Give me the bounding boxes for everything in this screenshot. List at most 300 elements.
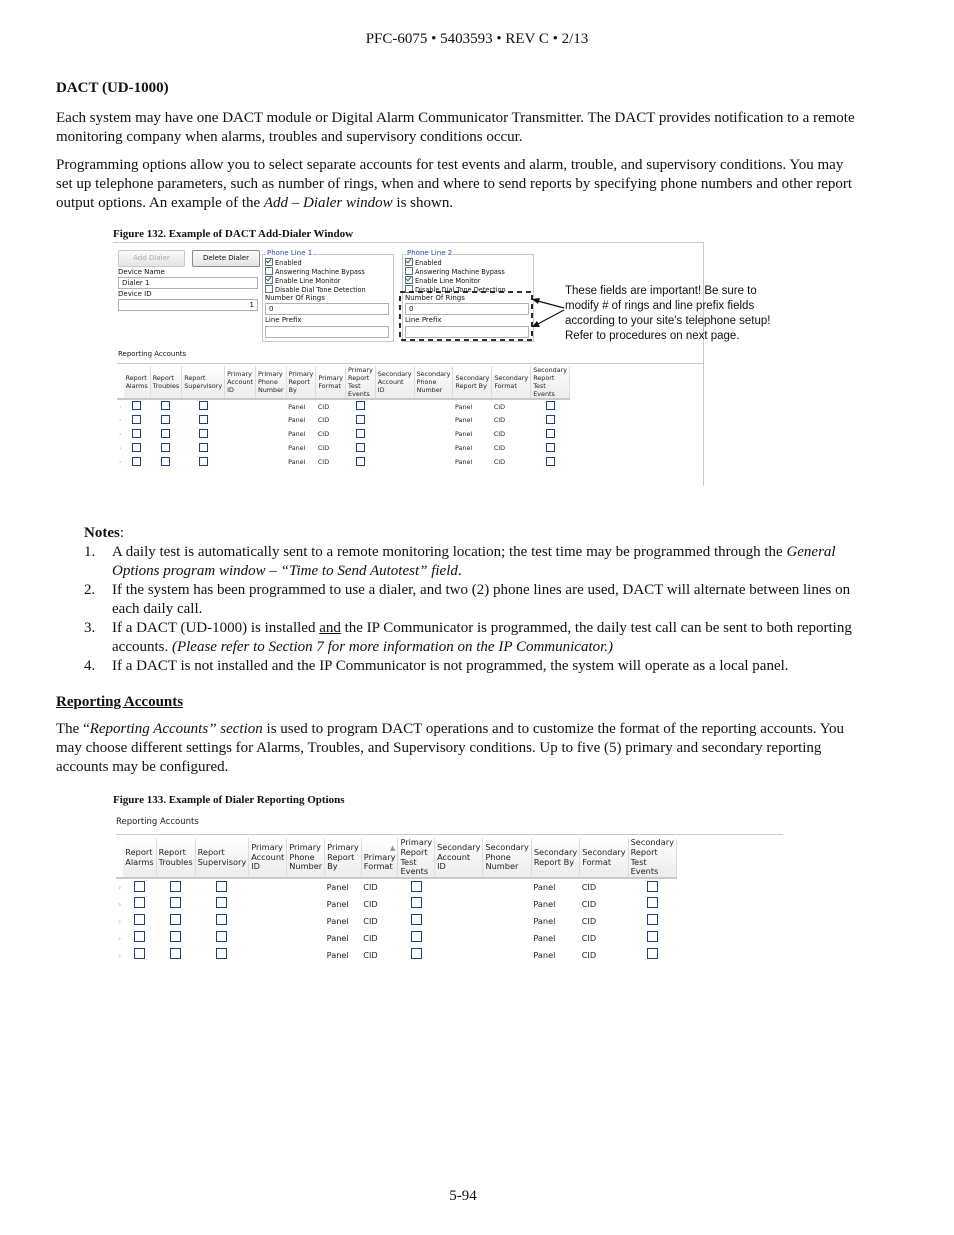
- row-selector-icon[interactable]: ›: [119, 402, 122, 411]
- callout-note: These fields are important! Be sure to modify # of rings and line prefix fields according to your site's telephone setup! Refer to procedures on next page.: [565, 285, 771, 342]
- checkbox-cell[interactable]: [150, 413, 182, 427]
- column-header[interactable]: [287, 838, 325, 878]
- column-header[interactable]: [492, 366, 531, 399]
- checkbox-cell[interactable]: [150, 399, 182, 413]
- checkbox-icon[interactable]: [161, 415, 170, 424]
- table-cell-empty[interactable]: [287, 946, 325, 963]
- table-cell-empty[interactable]: [249, 895, 287, 912]
- column-header[interactable]: [361, 838, 398, 878]
- column-header[interactable]: [628, 838, 676, 878]
- checkbox-cell[interactable]: [531, 455, 570, 469]
- table-cell-sec-format[interactable]: CID: [581, 949, 597, 960]
- row-selector-icon[interactable]: ›: [118, 898, 122, 909]
- checkbox-cell[interactable]: [346, 427, 376, 441]
- column-header[interactable]: [150, 366, 182, 399]
- checkbox-icon[interactable]: [199, 457, 208, 466]
- checkbox-icon[interactable]: [199, 401, 208, 410]
- checkbox-icon[interactable]: [411, 931, 422, 942]
- table-cell-report-by[interactable]: Panel: [326, 949, 349, 960]
- delete-dialer-button[interactable]: Delete Dialer: [192, 250, 260, 267]
- column-header-label: Primary: [251, 841, 283, 852]
- table-cell-empty[interactable]: [435, 878, 483, 895]
- checkbox-icon[interactable]: [199, 415, 208, 424]
- table-cell-sec-report-by[interactable]: Panel: [533, 882, 556, 893]
- checkbox-icon: [265, 285, 273, 293]
- table-cell-sec-report-by[interactable]: Panel: [454, 444, 473, 452]
- device-name-field[interactable]: Dialer 1: [118, 277, 258, 289]
- table-cell-empty[interactable]: [249, 929, 287, 946]
- table-cell-sec-format[interactable]: CID: [493, 416, 506, 424]
- checkbox-icon[interactable]: [161, 401, 170, 410]
- table-cell-empty[interactable]: [287, 912, 325, 929]
- table-row[interactable]: [117, 413, 570, 427]
- column-header[interactable]: [325, 838, 362, 878]
- table-cell-sec-format[interactable]: CID: [493, 402, 506, 411]
- column-header[interactable]: [531, 838, 579, 878]
- programming-paragraph: Programming options allow you to select separate accounts for test events and alarm, trouble, and supervisory conditions. You may set up telephone parameters, such as number of rings, when and where to send reports by specifying phone numbers and other report output options. An example of the Add – Dialer window is shown.: [56, 157, 853, 211]
- note-3: 3. If a DACT (UD-1000) is installed and the IP Communicator is programmed, the daily test call can be sent to both reporting accounts. (Please refer to Section 7 for more information on the IP Communicator.): [84, 620, 852, 655]
- column-header-label: Secondary: [630, 837, 674, 847]
- line1-rings-field[interactable]: 0: [265, 303, 389, 315]
- checkbox-cell[interactable]: [398, 895, 435, 912]
- table-cell-report-by[interactable]: Panel: [326, 898, 349, 909]
- table-cell-empty[interactable]: [375, 399, 414, 413]
- row-selector-icon[interactable]: ›: [119, 430, 122, 438]
- table-cell-empty[interactable]: [255, 427, 286, 441]
- checkbox-cell[interactable]: [182, 413, 225, 427]
- checkbox-cell[interactable]: [182, 399, 225, 413]
- column-header-label: Report: [630, 846, 658, 857]
- column-header-label: Account: [437, 851, 471, 862]
- checkbox-cell[interactable]: [123, 878, 156, 895]
- checkbox-icon[interactable]: [216, 948, 227, 959]
- line1-line-monitor-checkbox[interactable]: Enable Line Monitor: [265, 276, 340, 286]
- table-cell-format[interactable]: CID: [363, 932, 378, 943]
- checkbox-cell[interactable]: [531, 427, 570, 441]
- table-cell-empty[interactable]: [255, 455, 286, 469]
- phone-line-1-title: Phone Line 1: [267, 249, 313, 257]
- column-header[interactable]: [453, 366, 492, 399]
- table-cell-empty[interactable]: [225, 413, 256, 427]
- checkbox-icon[interactable]: [647, 914, 658, 925]
- checkbox-cell[interactable]: [182, 455, 225, 469]
- checkbox-icon[interactable]: [199, 443, 208, 452]
- table-row[interactable]: [117, 399, 570, 413]
- line1-answering-bypass-checkbox[interactable]: Answering Machine Bypass: [265, 267, 365, 277]
- callout-arrows: [393, 286, 573, 342]
- table-cell-empty[interactable]: [225, 427, 256, 441]
- checkbox-cell[interactable]: [123, 912, 156, 929]
- checkbox-cell[interactable]: [123, 929, 156, 946]
- column-header-label: Phone: [289, 851, 315, 862]
- table-cell-report-by[interactable]: Panel: [288, 430, 306, 438]
- table-cell-empty[interactable]: [255, 441, 286, 455]
- checkbox-icon[interactable]: [411, 881, 422, 892]
- table-cell-sec-report-by[interactable]: Panel: [454, 416, 473, 424]
- column-header[interactable]: [249, 838, 287, 878]
- table-cell-empty[interactable]: [483, 895, 531, 912]
- table-row[interactable]: [117, 455, 570, 469]
- checkbox-cell[interactable]: [628, 929, 676, 946]
- row-selector-icon[interactable]: ›: [119, 458, 122, 466]
- column-header[interactable]: [195, 838, 249, 878]
- checkbox-cell[interactable]: [346, 441, 376, 455]
- checkbox-icon[interactable]: [647, 881, 658, 892]
- column-header[interactable]: [414, 366, 453, 399]
- table-cell-empty[interactable]: [414, 413, 453, 427]
- table-cell-empty[interactable]: [287, 895, 325, 912]
- checkbox-cell[interactable]: [156, 946, 195, 963]
- table-row[interactable]: [116, 878, 676, 895]
- table-cell-empty[interactable]: [249, 878, 287, 895]
- checkbox-cell[interactable]: [628, 912, 676, 929]
- checkbox-icon[interactable]: [134, 931, 145, 942]
- checkbox-icon[interactable]: [170, 931, 181, 942]
- row-selector-icon[interactable]: ›: [118, 949, 122, 960]
- note-1: 1. A daily test is automatically sent to a remote monitoring location; the test time may be programmed through the General Options program window – “Time to Send Autotest” field.: [84, 544, 836, 579]
- checkbox-icon[interactable]: [170, 881, 181, 892]
- column-header[interactable]: [435, 838, 483, 878]
- column-header-label: Primary: [400, 837, 433, 847]
- dashed-highlight-box: [400, 292, 532, 340]
- table-cell-empty[interactable]: [414, 427, 453, 441]
- checkbox-cell[interactable]: [195, 878, 249, 895]
- checkbox-icon[interactable]: [199, 429, 208, 438]
- table-cell-empty[interactable]: [435, 895, 483, 912]
- checkbox-cell[interactable]: [123, 946, 156, 963]
- checkbox-icon[interactable]: [134, 881, 145, 892]
- column-header-label: Report By: [455, 382, 487, 390]
- column-header[interactable]: [316, 366, 346, 399]
- column-header[interactable]: [483, 838, 531, 878]
- column-header-label: Report: [197, 846, 225, 857]
- checkbox-cell[interactable]: [150, 455, 182, 469]
- note-2: 2. If the system has been programmed to use a dialer, and two (2) phone lines are used, DACT will alternate between lines on each daily call.: [84, 582, 851, 617]
- column-header-label: Secondary: [455, 374, 490, 382]
- column-header-label: Alarms: [125, 856, 154, 867]
- device-id-field[interactable]: 1: [118, 299, 258, 311]
- checkbox-icon[interactable]: [216, 881, 227, 892]
- table-cell-empty[interactable]: [375, 427, 414, 441]
- checkbox-cell[interactable]: [156, 878, 195, 895]
- table-cell-report-by[interactable]: Panel: [288, 444, 306, 452]
- line1-dial-tone-checkbox[interactable]: Disable Dial Tone Detection: [265, 285, 366, 295]
- checkbox-icon[interactable]: [216, 914, 227, 925]
- column-header-label: Report: [184, 374, 206, 382]
- checkbox-icon[interactable]: [132, 443, 141, 452]
- checkbox-icon[interactable]: [356, 401, 365, 410]
- checkbox-icon[interactable]: [170, 914, 181, 925]
- checkbox-icon[interactable]: [134, 914, 145, 925]
- table-cell-sec-format[interactable]: CID: [493, 430, 506, 438]
- table-cell-format[interactable]: CID: [363, 949, 378, 960]
- table-cell-empty[interactable]: [435, 946, 483, 963]
- checkbox-cell[interactable]: [628, 878, 676, 895]
- device-id-label: Device ID: [118, 290, 152, 298]
- table-cell-sec-format[interactable]: CID: [581, 898, 597, 909]
- checkbox-icon[interactable]: [134, 948, 145, 959]
- table-cell-format[interactable]: CID: [317, 416, 330, 424]
- column-header-label: Secondary: [416, 370, 451, 378]
- notes-title: Notes:: [84, 525, 124, 541]
- line1-enabled-checkbox[interactable]: Enabled: [265, 258, 302, 268]
- table-cell-sec-format[interactable]: CID: [581, 932, 597, 943]
- checkbox-cell[interactable]: [195, 929, 249, 946]
- checkbox-icon[interactable]: [161, 457, 170, 466]
- table-cell-sec-report-by[interactable]: Panel: [533, 898, 556, 909]
- column-header-label: Number: [257, 386, 284, 394]
- checkbox-icon[interactable]: [132, 457, 141, 466]
- checkbox-cell[interactable]: [195, 895, 249, 912]
- column-header[interactable]: [182, 366, 225, 399]
- table-cell-report-by[interactable]: Panel: [326, 932, 349, 943]
- table-cell-sec-report-by[interactable]: Panel: [454, 458, 473, 466]
- checkbox-cell[interactable]: [531, 413, 570, 427]
- column-header-label: ID: [377, 386, 385, 394]
- checkbox-cell[interactable]: [628, 895, 676, 912]
- checkbox-cell[interactable]: [628, 946, 676, 963]
- add-dialer-button[interactable]: Add Dialer: [118, 250, 185, 267]
- table-cell-format[interactable]: CID: [363, 882, 378, 893]
- table-cell-sec-format[interactable]: CID: [493, 458, 506, 466]
- table-cell-empty[interactable]: [287, 878, 325, 895]
- row-selector-icon[interactable]: ›: [119, 444, 122, 452]
- table-cell-empty[interactable]: [375, 413, 414, 427]
- row-selector-icon[interactable]: ›: [118, 882, 122, 893]
- column-header-label: Primary: [363, 851, 396, 862]
- line2-enabled-checkbox[interactable]: Enabled: [405, 258, 442, 268]
- checkbox-icon[interactable]: [132, 429, 141, 438]
- checkbox-icon[interactable]: [356, 415, 365, 424]
- table-cell-sec-format[interactable]: CID: [581, 915, 597, 926]
- table-cell-sec-report-by[interactable]: Panel: [454, 430, 473, 438]
- table-row[interactable]: [116, 946, 676, 963]
- column-header-label: Test Events: [348, 382, 370, 398]
- table-row[interactable]: [117, 441, 570, 455]
- checkbox-icon[interactable]: [546, 401, 555, 410]
- checkbox-cell[interactable]: [195, 946, 249, 963]
- row-selector-icon[interactable]: ›: [118, 915, 122, 926]
- table-cell-empty[interactable]: [249, 912, 287, 929]
- table-cell-format[interactable]: CID: [317, 444, 330, 452]
- row-selector-icon[interactable]: ›: [119, 416, 122, 424]
- sort-ascending-icon: ▲: [389, 842, 396, 852]
- checkbox-cell[interactable]: [156, 912, 195, 929]
- column-header-label: Report: [152, 374, 174, 382]
- column-header-label: Secondary: [494, 374, 529, 382]
- column-header[interactable]: [255, 366, 286, 399]
- checkbox-icon[interactable]: [161, 443, 170, 452]
- table-cell-sec-report-by[interactable]: Panel: [533, 915, 556, 926]
- column-header[interactable]: [375, 366, 414, 399]
- table-row[interactable]: [117, 427, 570, 441]
- checkbox-cell[interactable]: [531, 399, 570, 413]
- table-cell-format[interactable]: CID: [317, 402, 330, 411]
- column-header-label: Report: [125, 374, 147, 382]
- checkbox-icon[interactable]: [647, 931, 658, 942]
- checkbox-cell[interactable]: [182, 427, 225, 441]
- table-cell-report-by[interactable]: Panel: [288, 458, 306, 466]
- checkbox-cell[interactable]: [124, 399, 151, 413]
- table-cell-empty[interactable]: [255, 413, 286, 427]
- column-header[interactable]: [398, 838, 435, 878]
- checkbox-icon[interactable]: [216, 931, 227, 942]
- checkbox-icon[interactable]: [356, 443, 365, 452]
- checkbox-icon[interactable]: [216, 897, 227, 908]
- line1-prefix-field[interactable]: [265, 326, 389, 338]
- table-cell-empty[interactable]: [414, 441, 453, 455]
- checkbox-icon[interactable]: [170, 897, 181, 908]
- table-cell-report-by[interactable]: Panel: [288, 416, 306, 424]
- checkbox-cell[interactable]: [346, 413, 376, 427]
- table-cell-sec-report-by[interactable]: Panel: [533, 932, 556, 943]
- table-cell-sec-format[interactable]: CID: [493, 444, 506, 452]
- checkbox-icon[interactable]: [546, 415, 555, 424]
- checkbox-cell[interactable]: [398, 912, 435, 929]
- column-header-label: Primary: [257, 370, 283, 378]
- table-cell-empty[interactable]: [375, 455, 414, 469]
- table-cell-format[interactable]: CID: [317, 430, 330, 438]
- checkbox-icon[interactable]: [647, 897, 658, 908]
- table-cell-empty[interactable]: [414, 455, 453, 469]
- table-cell-sec-report-by[interactable]: Panel: [454, 402, 473, 411]
- line2-rings-field[interactable]: 0: [405, 303, 529, 315]
- table-cell-empty[interactable]: [375, 441, 414, 455]
- table-row[interactable]: [116, 912, 676, 929]
- figure-133-caption: Figure 133. Example of Dialer Reporting Options: [113, 794, 345, 806]
- checkbox-cell[interactable]: [182, 441, 225, 455]
- table-cell-report-by[interactable]: Panel: [326, 882, 349, 893]
- table-cell-sec-format[interactable]: CID: [581, 882, 597, 893]
- column-header-label: Alarms: [125, 382, 148, 390]
- checkbox-cell[interactable]: [124, 455, 151, 469]
- column-header[interactable]: [123, 838, 156, 878]
- table-cell-format[interactable]: CID: [363, 898, 378, 909]
- checkbox-icon[interactable]: [170, 948, 181, 959]
- checkbox-cell[interactable]: [398, 878, 435, 895]
- column-header-label: Format: [318, 382, 341, 390]
- table-cell-empty[interactable]: [249, 946, 287, 963]
- column-header[interactable]: [531, 366, 570, 399]
- table-cell-empty[interactable]: [414, 399, 453, 413]
- checkbox-icon[interactable]: [546, 429, 555, 438]
- table-cell-empty[interactable]: [225, 441, 256, 455]
- checkbox-cell[interactable]: [346, 455, 376, 469]
- column-header[interactable]: [286, 366, 316, 399]
- checkbox-cell[interactable]: [124, 413, 151, 427]
- line2-line-monitor-checkbox[interactable]: Enable Line Monitor: [405, 276, 480, 286]
- checkbox-icon[interactable]: [356, 457, 365, 466]
- column-header-label: Supervisory: [197, 856, 247, 867]
- checkbox-cell[interactable]: [156, 929, 195, 946]
- reporting-accounts-table: [116, 838, 677, 963]
- column-header-label: Report By: [533, 856, 575, 867]
- checkbox-cell[interactable]: [156, 895, 195, 912]
- checkbox-cell[interactable]: [150, 427, 182, 441]
- row-selector-icon[interactable]: ›: [118, 932, 122, 943]
- column-header-label: Secondary: [377, 370, 412, 378]
- checkbox-checked-icon: [405, 258, 413, 266]
- table-cell-empty[interactable]: [435, 929, 483, 946]
- reporting-accounts-label: Reporting Accounts: [118, 350, 187, 358]
- checkbox-icon[interactable]: [546, 457, 555, 466]
- checkbox-cell[interactable]: [123, 895, 156, 912]
- column-header-label: Secondary: [485, 841, 529, 852]
- checkbox-cell[interactable]: [398, 929, 435, 946]
- checkbox-cell[interactable]: [195, 912, 249, 929]
- table-cell-sec-report-by[interactable]: Panel: [533, 949, 556, 960]
- column-header[interactable]: [156, 838, 195, 878]
- line2-answering-bypass-checkbox[interactable]: Answering Machine Bypass: [405, 267, 505, 277]
- table-cell-empty[interactable]: [225, 455, 256, 469]
- column-header[interactable]: [580, 838, 628, 878]
- checkbox-icon[interactable]: [132, 415, 141, 424]
- column-header-label: Troubles: [158, 856, 193, 867]
- column-header[interactable]: [124, 366, 151, 399]
- column-header-label: Primary: [318, 374, 344, 382]
- column-header-label: Report: [400, 846, 428, 857]
- table-cell-format[interactable]: CID: [317, 458, 330, 466]
- column-header[interactable]: [346, 366, 376, 399]
- table-cell-empty[interactable]: [225, 399, 256, 413]
- checkbox-icon[interactable]: [411, 914, 422, 925]
- column-header-label: Number: [289, 861, 323, 872]
- line2-rings-label: Number Of Rings: [405, 294, 465, 302]
- column-header[interactable]: [225, 366, 256, 399]
- table-cell-report-by[interactable]: Panel: [288, 402, 306, 411]
- column-header-label: Primary: [227, 370, 252, 378]
- checkbox-cell[interactable]: [150, 441, 182, 455]
- table-cell-empty[interactable]: [483, 878, 531, 895]
- column-header-label: Report: [125, 846, 153, 857]
- checkbox-checked-icon: [405, 276, 413, 284]
- line1-prefix-label: Line Prefix: [265, 316, 302, 324]
- checkbox-cell[interactable]: [531, 441, 570, 455]
- checkbox-cell[interactable]: [346, 399, 376, 413]
- table-cell-empty[interactable]: [483, 912, 531, 929]
- checkbox-icon[interactable]: [411, 948, 422, 959]
- checkbox-icon[interactable]: [356, 429, 365, 438]
- table-row[interactable]: [116, 929, 676, 946]
- table-cell-empty[interactable]: [483, 929, 531, 946]
- column-header-label: Format: [363, 861, 393, 872]
- checkbox-icon[interactable]: [411, 897, 422, 908]
- checkbox-icon[interactable]: [161, 429, 170, 438]
- column-header-label: ID: [437, 861, 446, 872]
- section-title: DACT (UD-1000): [56, 80, 169, 96]
- checkbox-icon[interactable]: [132, 401, 141, 410]
- table-cell-format[interactable]: CID: [363, 915, 378, 926]
- checkbox-icon[interactable]: [546, 443, 555, 452]
- table-cell-report-by[interactable]: Panel: [326, 915, 349, 926]
- table-cell-empty[interactable]: [287, 929, 325, 946]
- checkbox-cell[interactable]: [398, 946, 435, 963]
- reporting-accounts-label-large: Reporting Accounts: [116, 817, 199, 827]
- table-cell-empty[interactable]: [255, 399, 286, 413]
- column-header-label: Secondary: [533, 366, 568, 374]
- checkbox-icon[interactable]: [647, 948, 658, 959]
- checkbox-cell[interactable]: [124, 427, 151, 441]
- table-row[interactable]: [116, 895, 676, 912]
- intro-paragraph: Each system may have one DACT module or Digital Alarm Communicator Transmitter. The DACT provides notification to a remote monitoring company when alarms, troubles and supervisory conditions occur.: [56, 110, 855, 145]
- column-header-label: Report: [348, 374, 370, 382]
- column-header-label: Report By: [288, 378, 310, 394]
- table-cell-empty[interactable]: [435, 912, 483, 929]
- line2-dial-tone-checkbox[interactable]: Disable Dial Tone Detection: [405, 285, 506, 295]
- checkbox-cell[interactable]: [124, 441, 151, 455]
- checkbox-icon[interactable]: [134, 897, 145, 908]
- table-cell-empty[interactable]: [483, 946, 531, 963]
